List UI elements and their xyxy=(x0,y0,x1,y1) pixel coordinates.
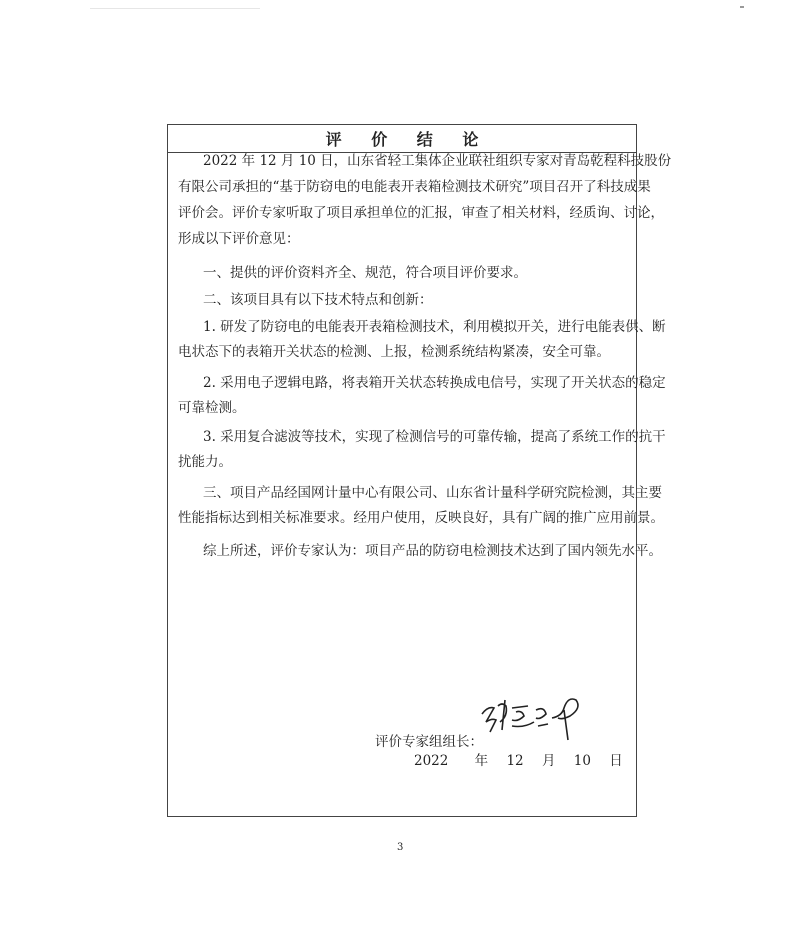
conclusion-line: 综上所述，评价专家认为：项目产品的防窃电检测技术达到了国内领先水平。 xyxy=(203,543,662,559)
paragraph-line: 三、项目产品经国网计量中心有限公司、山东省计量科学研究院检测，其主要 xyxy=(203,485,662,501)
paragraph-line: 可靠检测。 xyxy=(178,400,246,416)
paragraph-line: 2. 采用电子逻辑电路，将表箱开关状态转换成电信号，实现了开关状态的稳定 xyxy=(203,375,666,391)
date-day: 10 xyxy=(573,753,591,769)
date-month: 12 xyxy=(506,753,524,769)
date-year: 2022 xyxy=(414,753,449,769)
paragraph-line: 性能指标达到相关标准要求。经用户使用，反映良好，具有广阔的推广应用前景。 xyxy=(178,510,664,526)
paragraph-line: 二、该项目具有以下技术特点和创新： xyxy=(203,292,433,308)
paragraph-line: 2022 年 12 月 10 日，山东省轻工集体企业联社组织专家对青岛乾程科技股份 xyxy=(203,153,672,169)
paragraph-line: 3. 采用复合滤波等技术，实现了检测信号的可靠传输，提高了系统工作的抗干 xyxy=(203,429,666,445)
section-title: 评 价 结 论 xyxy=(168,125,636,153)
date-year-unit: 年 xyxy=(474,753,489,769)
scan-artifact-mark xyxy=(740,6,744,8)
paragraph-line: 1. 研发了防窃电的电能表开表箱检测技术，利用模拟开关，进行电能表供、断 xyxy=(203,319,666,335)
paragraph-line: 有限公司承担的“基于防窃电的电能表开表箱检测技术研究”项目召开了科技成果 xyxy=(178,179,651,195)
paragraph-line: 形成以下评价意见： xyxy=(178,231,300,247)
paragraph-line: 扰能力。 xyxy=(178,454,232,470)
signature-label: 评价专家组组长： xyxy=(375,734,483,750)
date-day-unit: 日 xyxy=(609,753,623,769)
handwritten-signature xyxy=(478,692,588,742)
page-number: 3 xyxy=(397,842,404,853)
scan-artifact-line xyxy=(90,8,260,9)
paragraph-line: 一、提供的评价资料齐全、规范，符合项目评价要求。 xyxy=(203,265,527,281)
paragraph-line: 电状态下的表箱开关状态的检测、上报，检测系统结构紧凑，安全可靠。 xyxy=(178,344,610,360)
paragraph-line: 评价会。评价专家听取了项目承担单位的汇报，审查了相关材料，经质询、讨论， xyxy=(178,205,664,221)
date-month-unit: 月 xyxy=(541,753,556,769)
signature-date xyxy=(414,749,623,769)
